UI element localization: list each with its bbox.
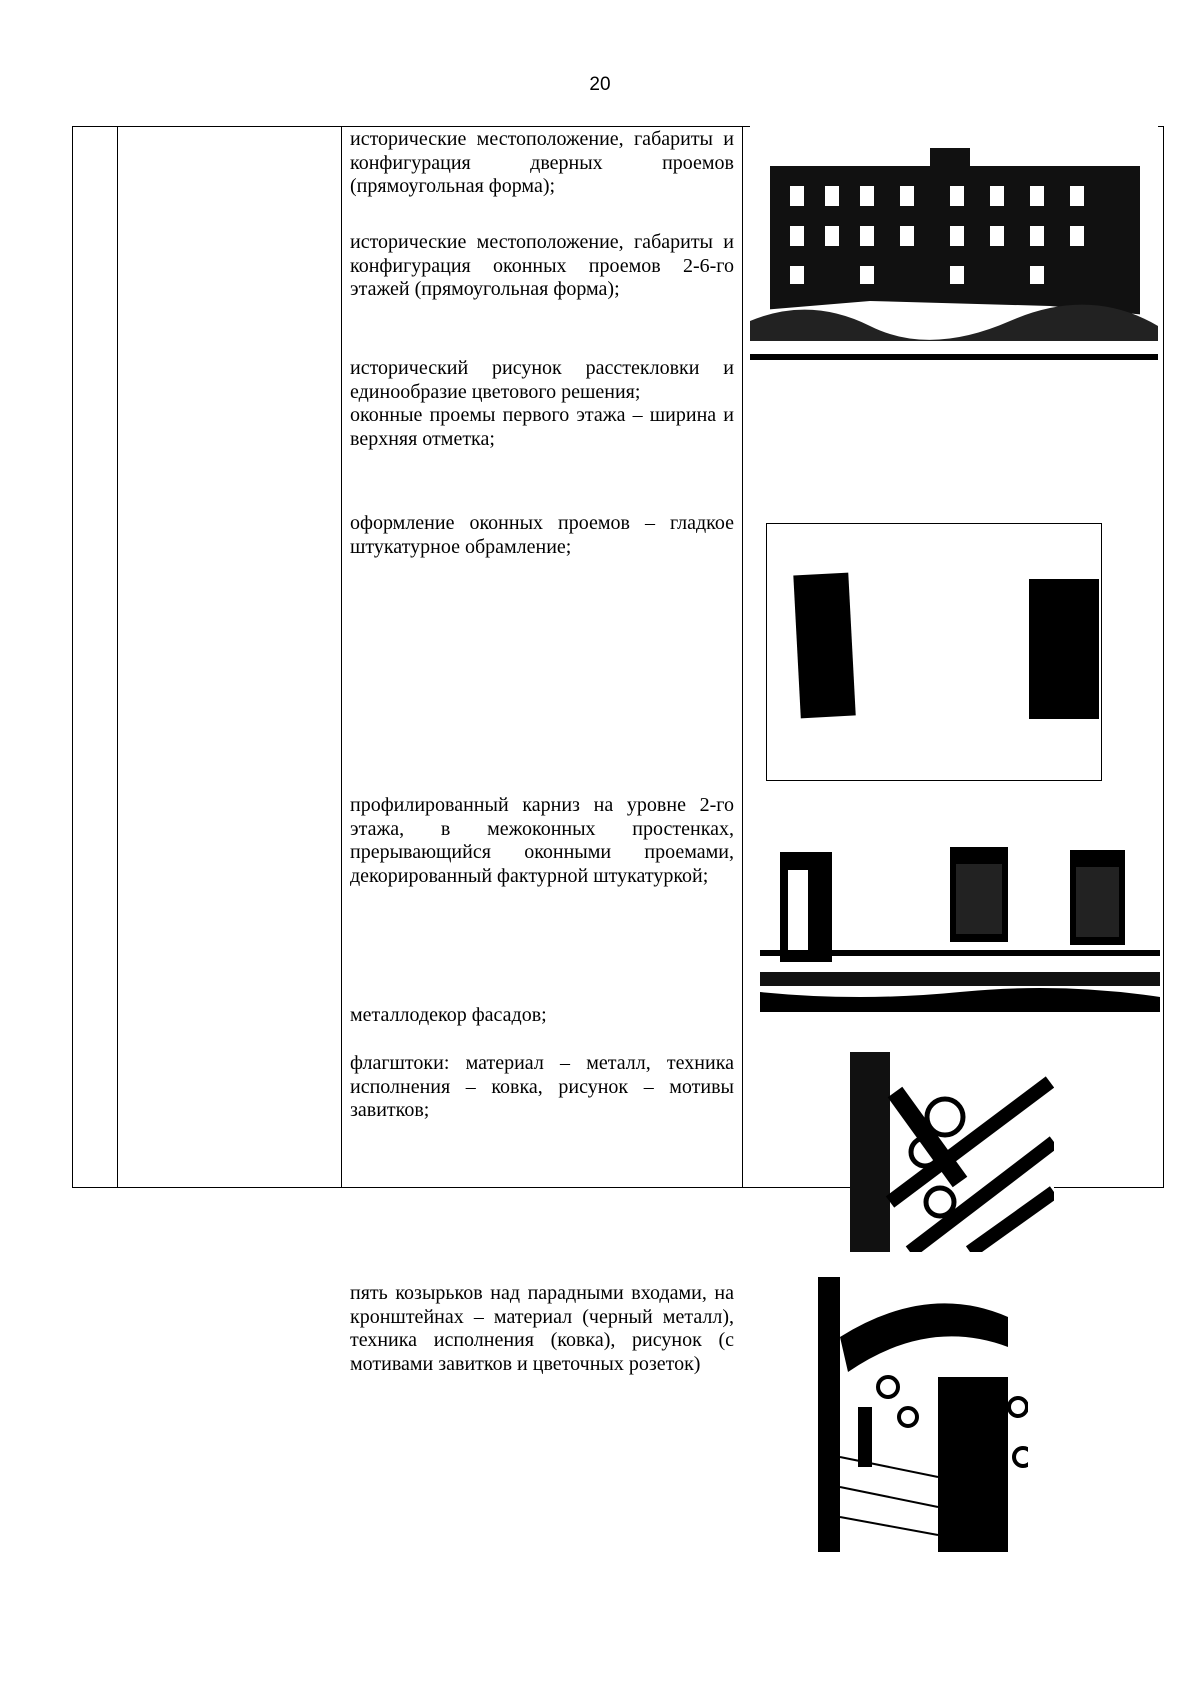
column-divider-2 [341, 127, 342, 1187]
item-door-openings: исторические местоположение, габариты и конфигурация дверных проемов (прямоугольная форма); [350, 128, 734, 197]
column-divider-3 [742, 127, 743, 1187]
item-metal-decor: металлодекор фасадов; [350, 1004, 547, 1026]
courtyard-facade-photo [750, 126, 1158, 376]
item-window-framing: оформление оконных проемов – гладкое штукатурное обрамление; [350, 512, 734, 558]
cornice-photo [760, 842, 1160, 1022]
window-framing-photo [766, 523, 1102, 781]
page-number: 20 [589, 74, 611, 95]
flagpole-photo [850, 1052, 1054, 1252]
item-flagpoles: флагштоки: материал – металл, техника исполнения – ковка, рисунок – мотивы завитков; [350, 1052, 734, 1121]
entrance-canopy-photo [818, 1277, 1028, 1552]
column-divider-1 [117, 127, 118, 1187]
item-ground-floor-openings: оконные проемы первого этажа – ширина и верхняя отметка; [350, 404, 734, 450]
item-glazing-pattern: исторический рисунок расстекловки и единообразие цветового решения; [350, 357, 734, 403]
item-canopies: пять козырьков над парадными входами, на кронштейнах – материал (черный металл), техника исполнения (ковка), рисунок (с мотивами завитков и цветочных розеток) [350, 1282, 734, 1375]
item-window-openings: исторические местоположение, габариты и конфигурация оконных проемов 2-6-го этажей (прямоугольная форма); [350, 231, 734, 300]
item-cornice: профилированный карниз на уровне 2-го этажа, в межоконных простенках, прерывающийся оконными проемами, декорированный фактурной штукатуркой; [350, 794, 734, 887]
